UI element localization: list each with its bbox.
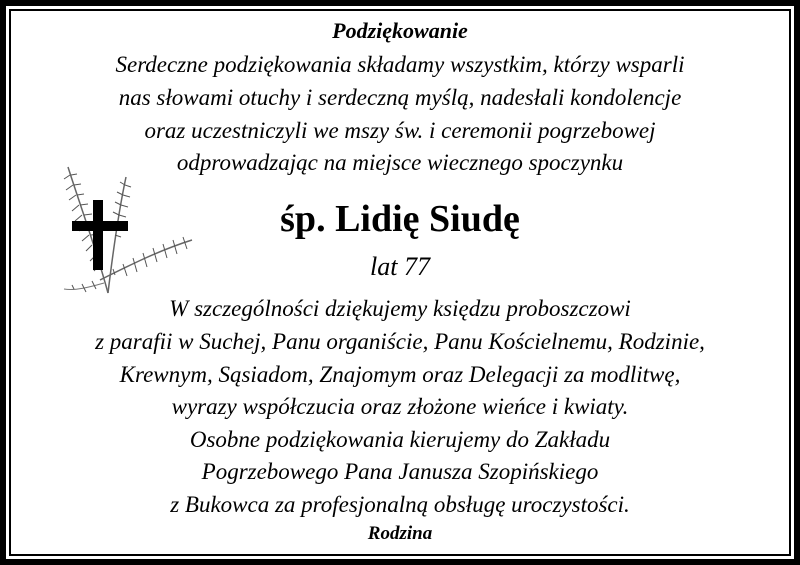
deceased-age: lat 77	[370, 252, 430, 281]
body-line: z parafii w Suchej, Panu organiście, Panu Kościelnemu, Rodzinie,	[95, 329, 705, 354]
signature: Rodzina	[367, 523, 433, 544]
intro-line: nas słowami otuchy i serdeczną myślą, nadesłali kondolencje	[118, 85, 682, 110]
notice-text	[11, 11, 789, 554]
intro-line: odprowadzając na miejsce wiecznego spoczynku	[176, 150, 624, 175]
deceased-name: śp. Lidię Siudę	[280, 198, 520, 240]
intro-line: oraz uczestniczyli we mszy św. i ceremonii pogrzebowej	[144, 118, 656, 143]
body-line: wyrazy współczucia oraz złożone wieńce i kwiaty.	[171, 394, 629, 419]
body-line: z Bukowca za profesjonalną obsługę uroczystości.	[170, 492, 630, 517]
body-line: W szczególności dziękujemy księdzu proboszczowi	[169, 296, 631, 321]
body-line: Osobne podziękowania kierujemy do Zakładu	[189, 427, 611, 452]
intro-line: Serdeczne podziękowania składamy wszystkim, którzy wsparli	[115, 52, 685, 77]
body-line: Krewnym, Sąsiadom, Znajomym oraz Delegacji za modlitwę,	[119, 362, 681, 387]
body-line: Pogrzebowego Pana Janusza Szopińskiego	[201, 459, 599, 484]
notice-heading: Podziękowanie	[332, 18, 468, 43]
